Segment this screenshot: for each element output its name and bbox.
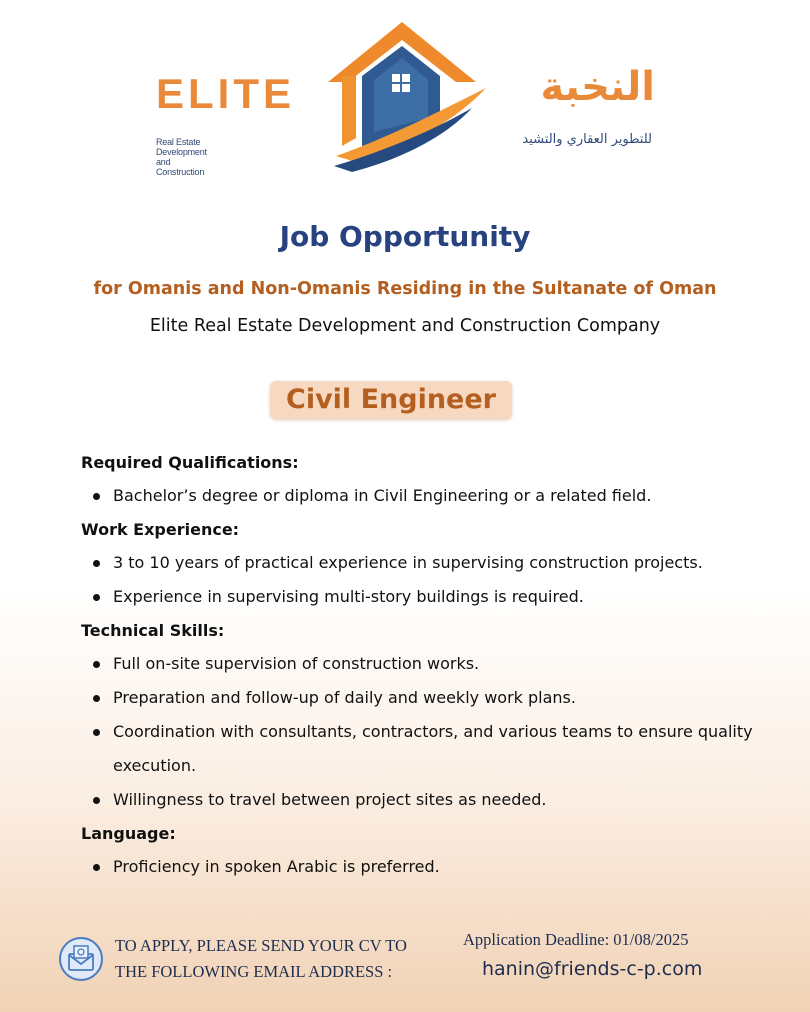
- experience-list: [81, 546, 781, 614]
- language-list: [81, 850, 781, 884]
- job-details: [81, 446, 781, 884]
- apply-line-2: THE FOLLOWING EMAIL ADDRESS :: [115, 962, 393, 981]
- list-item: Coordination with consultants, contractors, and various teams to ensure quality execution.: [81, 715, 781, 783]
- application-deadline: Application Deadline: 01/08/2025: [463, 930, 689, 949]
- apply-instructions: [115, 933, 445, 985]
- logo-english-tagline: Real Estate Development and Construction: [156, 137, 207, 177]
- skills-list: [81, 647, 781, 817]
- list-item: Proficiency in spoken Arabic is preferred.: [81, 850, 781, 884]
- list-item: Willingness to travel between project sites as needed.: [81, 783, 781, 817]
- mail-icon: [58, 936, 104, 982]
- section-heading-skills: Technical Skills:: [81, 621, 225, 640]
- list-item: Preparation and follow-up of daily and weekly work plans.: [81, 681, 781, 715]
- company-name: Elite Real Estate Development and Construction Company: [149, 316, 661, 336]
- house-logo-icon: [322, 18, 492, 173]
- position-badge: Civil Engineer: [270, 381, 512, 419]
- page-subtitle: for Omanis and Non-Omanis Residing in the Sultanate of Oman: [93, 279, 717, 299]
- list-item: Bachelor’s degree or diploma in Civil Engineering or a related field.: [81, 479, 781, 513]
- section-heading-experience: Work Experience:: [81, 520, 240, 539]
- section-heading-language: Language:: [81, 824, 176, 843]
- logo-arabic-tagline: للتطوير العقاري والتشيد: [522, 132, 652, 147]
- list-item: Full on-site supervision of construction works.: [81, 647, 781, 681]
- logo-english-wordmark: ELITE: [156, 70, 296, 117]
- section-heading-qualifications: Required Qualifications:: [81, 453, 299, 472]
- list-item: Experience in supervising multi-story buildings is required.: [81, 580, 781, 614]
- page-title: Job Opportunity: [279, 220, 531, 253]
- list-item: 3 to 10 years of practical experience in supervising construction projects.: [81, 546, 781, 580]
- logo-arabic-wordmark: النخبة: [540, 64, 655, 110]
- contact-email-link[interactable]: hanin@friends-c-p.com: [482, 958, 703, 980]
- apply-line-1: TO APPLY, PLEASE SEND YOUR CV TO: [115, 936, 407, 955]
- qualifications-list: [81, 479, 781, 513]
